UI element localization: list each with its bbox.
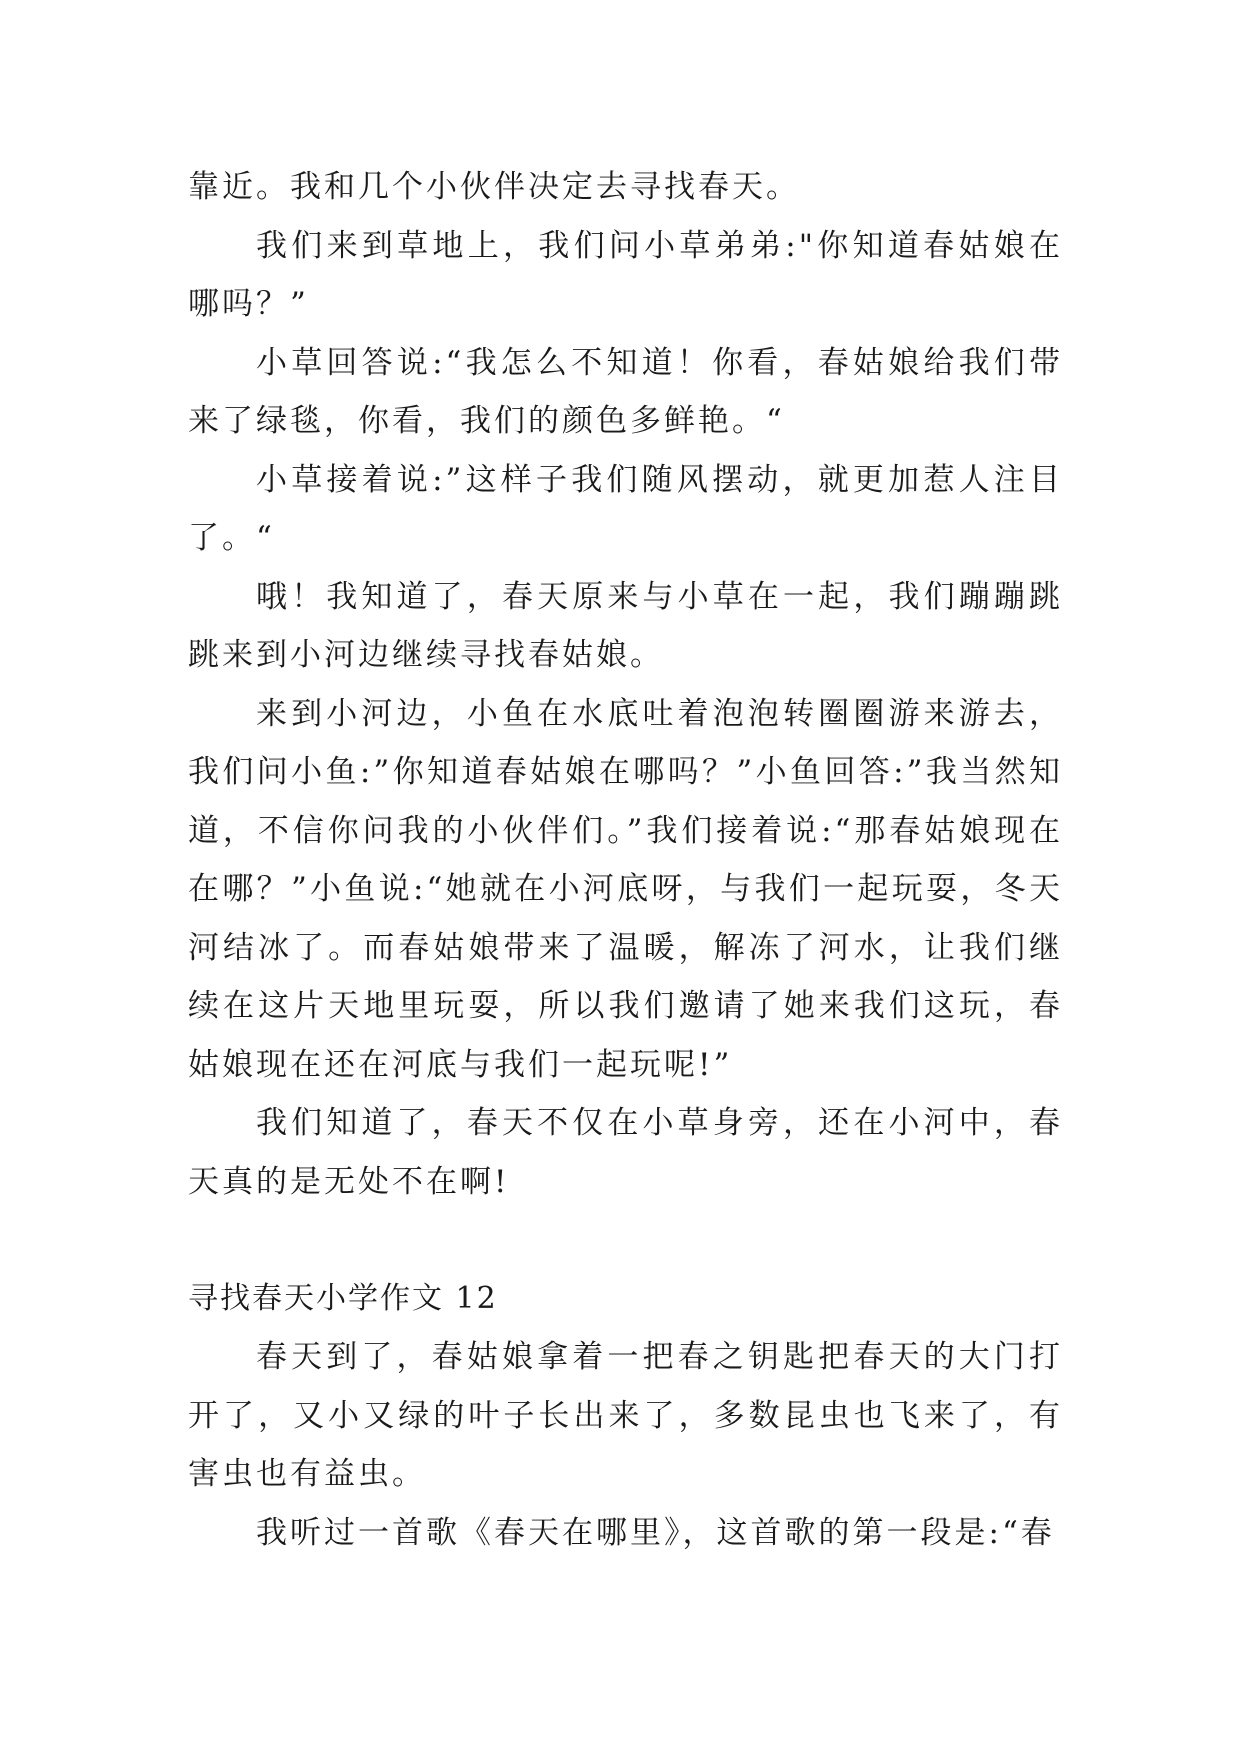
paragraph-4: 小草接着说:”这样子我们随风摆动，就更加惹人注目了。“ [188,461,1063,556]
section-title: 寻找春天小学作文 12 [188,1280,498,1316]
paragraph-2: 我们来到草地上，我们问小草弟弟:"你知道春姑娘在哪吗？” [188,227,1063,322]
paragraph-6: 来到小河边，小鱼在水底吐着泡泡转圈圈游来游去，我们问小鱼:”你知道春姑娘在哪吗？”小鱼回答:”我当然知道，不信你问我的小伙伴们。”我们接着说:“那春姑娘现在在哪？”小鱼说:“她就在小河底呀，与我们一起玩耍，冬天河结冰了。而春姑娘带来了温暖，解冻了河水，让我们继续在这片天地里玩耍，所以我们邀请了她来我们这玩，春姑娘现在还在河底与我们一起玩呢!” [188,695,1063,1083]
section-spacer [188,1211,1063,1270]
paragraph-5: 哦！我知道了，春天原来与小草在一起，我们蹦蹦跳跳来到小河边继续寻找春姑娘。 [188,578,1063,673]
paragraph-1: 靠近。我和几个小伙伴决定去寻找春天。 [188,169,800,205]
paragraph-9: 我听过一首歌《春天在哪里》，这首歌的第一段是:“春 [256,1514,1055,1551]
paragraph-8: 春天到了，春姑娘拿着一把春之钥匙把春天的大门打开了，又小又绿的叶子长出来了，多数昆虫也飞来了，有害虫也有益虫。 [188,1339,1063,1492]
document-page [188,158,1063,1562]
paragraph-7: 我们知道了，春天不仅在小草身旁，还在小河中，春天真的是无处不在啊! [188,1105,1063,1200]
paragraph-3: 小草回答说:“我怎么不知道！你看，春姑娘给我们带来了绿毯，你看，我们的颜色多鲜艳。“ [188,344,1063,439]
